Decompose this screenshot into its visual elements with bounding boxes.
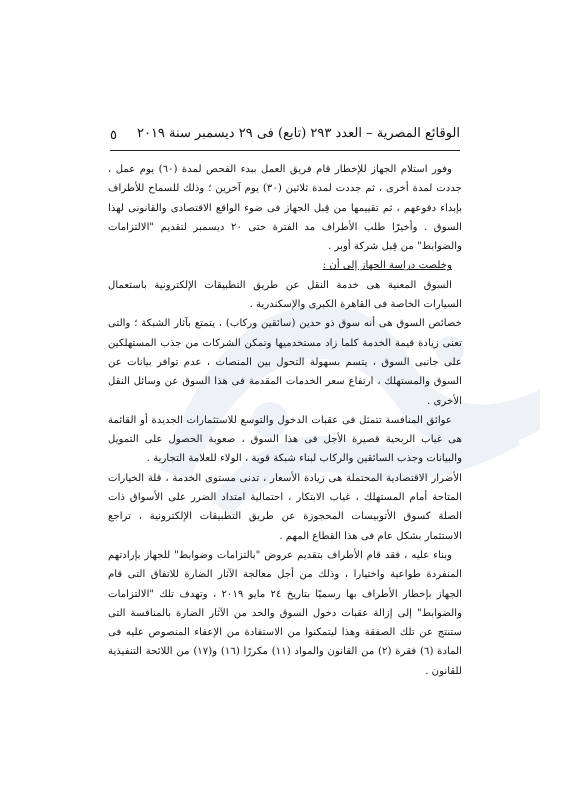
paragraph-conclusions-label [108, 256, 462, 275]
paragraph-review-timeline: وفور استلام الجهاز للإخطار قام فريق العمل ببدء الفحص لمدة (٦٠) يوم عمل ، جددت لمدة أخرى ، ثم جددت لمدة ثلاثين (٣٠) يوم آخرين ؛ وذلك للسماح للأطراف بإبداء دفوعهم ، ثم تقييمها من قِبل الجهاز فى ضوء الواقع الاقتصادى والقانونى لهذا السوق . وأخيرًا طلب الأطراف مد الفترة حتى ٢٠ ديسمبر لتقديم "الالتزامات والضوابط" من قِبل شركة أوبر . [108, 164, 462, 253]
paragraph-economic-harms: الأضرار الاقتصادية المحتملة هى زيادة الأسعار ، تدنى مستوى الخدمة ، قلة الخيارات المتاحة أمام المستهلك ، غياب الابتكار ، احتمالية امتداد الضرر على الأسواق ذات الصلة كسوق الأتوبيسات المحجوزة عن طريق التطبيقات الإلكترونية ، تراجع الاستثمار بشكل عام فى هذا القطاع المهم . [108, 472, 462, 542]
article-body [108, 160, 462, 681]
paragraph-commitments: وبناء عليه ، فقد قام الأطراف بتقديم عروض "بالتزامات وضوابط" للجهاز بإرادتهم المنفردة طواعية واختيارا ، وذلك من أجل معالجة الآثار الضارة للاتفاق التى قام الجهاز بإخطار الأطراف بها رسميًا بتاريخ ٢٤ مايو ٢٠١٩ ، وتهدف تلك "الالتزامات والضوابط" إلى إزالة عقبات دخول السوق والحد من الآثار الضارة بالمنافسة التى ستنتج عن تلك الصفقة وهذا ليتمكنوا من الاستفادة من الإعفاء المنصوص عليه فى المادة (٦) فقرة (٢) من القانون والمواد (١١) مكررًا (١٦) و(١٧) من اللائحة التنفيذية للقانون . [108, 549, 463, 677]
page-header [110, 126, 460, 146]
paragraph-market-characteristics: خصائص السوق هى أنه سوق ذو حدين (سائقين وركاب) ، يتمتع بآثار الشبكة ؛ والتى تعنى زيادة قيمة الخدمة كلما زاد مستخدميها وتمكن الشركات من جذب المستهلكين على جانبى السوق ، يتسم بسهولة التحول بين المنصات ، عدم توافر بيانات عن السوق والمستهلك ، ارتفاع سعر الخدمات المقدمة فى هذا السوق عن وسائل النقل الأخرى . [108, 318, 462, 407]
gazette-header-title: الوقائع المصرية – العدد ٢٩٣ (تابع) فى ٢٩ ديسمبر سنة ٢٠١٩ [136, 126, 460, 141]
conclusions-label: وخلصت دراسة الجهاز إلى أن : [322, 260, 452, 272]
header-divider [110, 150, 460, 151]
paragraph-competition-barriers: عوائق المنافسة تتمثل فى عقبات الدخول والتوسع للاستثمارات الجديدة أو القائمة هى غياب الربحية قصيرة الأجل فى هذا السوق ، صعوبة الحصول على التمويل والبيانات وجذب السائقين والركاب لبناء شبكة قوية ، الولاء للعلامة التجارية . [108, 414, 462, 465]
page-number: ٥ [110, 128, 117, 143]
paragraph-relevant-market: السوق المعنية هى خدمة النقل عن طريق التطبيقات الإلكترونية باستعمال السيارات الخاصة فى القاهرة الكبرى والإسكندرية . [108, 279, 462, 311]
